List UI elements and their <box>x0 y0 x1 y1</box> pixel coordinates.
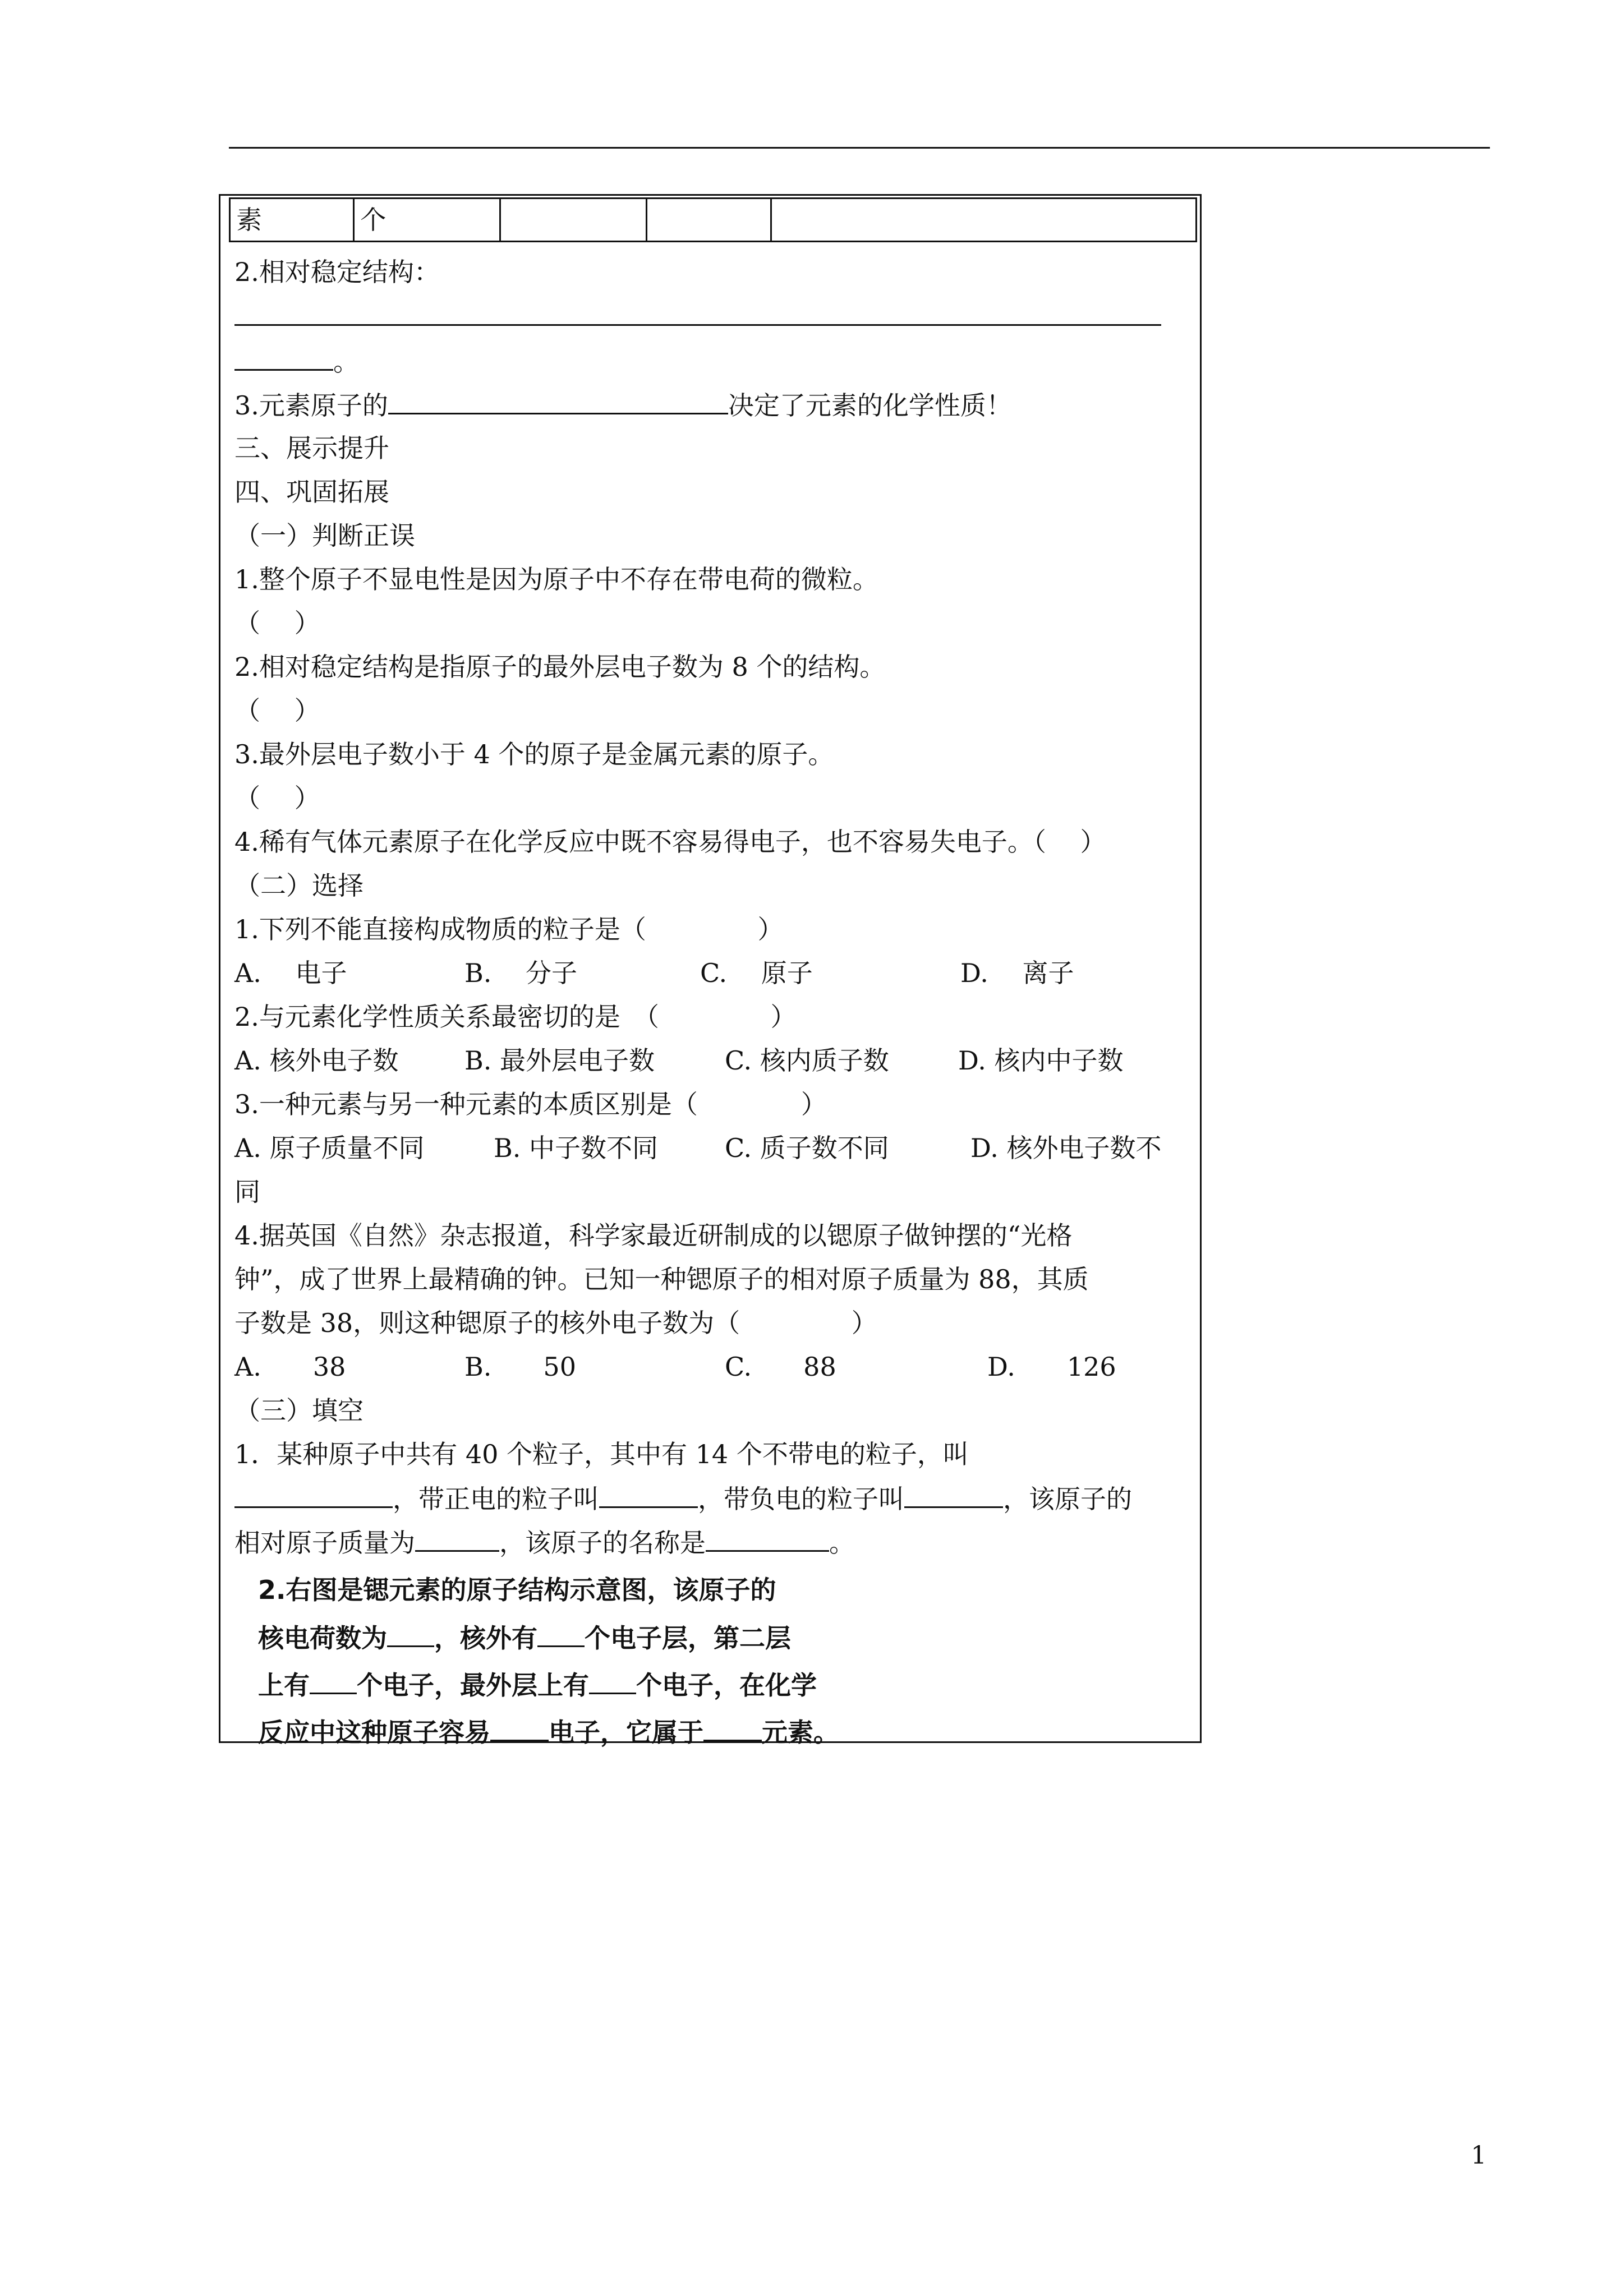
answer-blank <box>537 1615 585 1647</box>
choice-q4: 子数是 38，则这种锶原子的核外电子数为（ ） <box>234 1308 877 1338</box>
choice-option: A. 电子 <box>234 958 347 988</box>
choice-q3: 3.一种元素与另一种元素的本质区别是（ ） <box>234 1089 827 1119</box>
heading-3: 三、展示提升 <box>234 433 389 463</box>
answer-blank <box>589 1662 636 1694</box>
answer-blank <box>904 1476 1003 1508</box>
fill-text: 元素。 <box>762 1717 839 1748</box>
judge-item: 4.稀有气体元素原子在化学反应中既不容易得电子，也不容易失电子。（ ） <box>234 827 1106 857</box>
fill-q2 <box>258 1615 791 1659</box>
choice-option: B. 中子数不同 <box>494 1133 659 1163</box>
fill-text: ，带正电的粒子叫 <box>393 1484 599 1514</box>
answer-blank <box>388 382 728 414</box>
table-cell <box>647 199 771 241</box>
fill-text: 相对原子质量为 <box>234 1528 415 1558</box>
fill-title: （三）填空 <box>234 1395 364 1426</box>
q3-line <box>234 382 1012 426</box>
answer-blank <box>415 1520 499 1552</box>
q2-title: 2.相对稳定结构： <box>234 257 440 287</box>
answer-blank <box>234 339 333 371</box>
heading-4: 四、巩固拓展 <box>234 477 389 507</box>
fill-q1 <box>234 1476 1132 1520</box>
judge-item: 1.整个原子不显电性是因为原子中不存在带电荷的微粒。 <box>234 564 878 594</box>
answer-blank <box>706 1520 829 1552</box>
judge-item: 2.相对稳定结构是指原子的最外层电子数为 8 个的结构。 <box>234 652 886 682</box>
fill-text: 个电子，在化学 <box>636 1670 817 1700</box>
q3-prefix: 3.元素原子的 <box>234 390 388 421</box>
judge-paren: （ ） <box>234 695 320 726</box>
fill-text: 个电子，最外层上有 <box>357 1670 589 1700</box>
answer-line <box>234 324 1161 326</box>
q2-period: 。 <box>333 347 359 377</box>
fill-q1 <box>234 1520 855 1564</box>
choice-title: （二）选择 <box>234 870 364 901</box>
table-cell: 个 <box>355 199 501 241</box>
fill-text: ，带负电的粒子叫 <box>698 1484 904 1514</box>
fill-text: 个电子层，第二层 <box>585 1623 791 1653</box>
table-row <box>229 197 1197 242</box>
answer-blank <box>490 1709 549 1741</box>
judge-item: 3.最外层电子数小于 4 个的原子是金属元素的原子。 <box>234 739 834 769</box>
choice-option: D. 核内中子数 <box>958 1045 1124 1076</box>
choice-option: B. 分子 <box>464 958 578 988</box>
answer-blank <box>310 1662 357 1694</box>
choice-option: C. 原子 <box>700 958 813 988</box>
choice-option: D. 核外电子数不 <box>970 1133 1162 1163</box>
judge-title: （一）判断正误 <box>234 520 415 551</box>
fill-text: 反应中这种原子容易 <box>258 1717 490 1748</box>
table-cell <box>772 199 1195 241</box>
fill-text: 电子，它属于 <box>549 1717 703 1748</box>
choice-q4: 钟”，成了世界上最精确的钟。已知一种锶原子的相对原子质量为 88，其质 <box>234 1264 1089 1294</box>
choice-option: C. 核内质子数 <box>725 1045 889 1076</box>
fill-text: 核电荷数为 <box>258 1623 387 1653</box>
judge-paren: （ ） <box>234 783 320 813</box>
fill-text: ，该原子的 <box>1003 1484 1132 1514</box>
fill-text: 上有 <box>258 1670 310 1700</box>
choice-q4: 4.据英国《自然》杂志报道，科学家最近研制成的以锶原子做钟摆的“光格 <box>234 1220 1073 1251</box>
table-cell <box>501 199 647 241</box>
page-number: 1 <box>1471 2141 1487 2170</box>
table-cell: 素 <box>231 199 355 241</box>
fill-text: 。 <box>829 1528 855 1558</box>
q3-suffix: 决定了元素的化学性质！ <box>728 390 1012 421</box>
fill-q1: 1．某种原子中共有 40 个粒子，其中有 14 个不带电的粒子，叫 <box>234 1439 969 1469</box>
choice-option: A. 38 <box>234 1352 346 1382</box>
choice-q3-wrap: 同 <box>234 1177 260 1207</box>
answer-blank <box>599 1476 698 1508</box>
answer-blank <box>703 1709 762 1741</box>
choice-option: C. 质子数不同 <box>725 1133 889 1163</box>
q2-answer-end <box>234 339 359 382</box>
choice-option: B. 最外层电子数 <box>464 1045 655 1076</box>
header-rule <box>229 147 1490 149</box>
fill-q2 <box>258 1709 839 1753</box>
choice-option: A. 原子质量不同 <box>234 1133 425 1163</box>
fill-q2 <box>258 1662 817 1706</box>
choice-option: D. 离子 <box>960 958 1074 988</box>
fill-q2: 2.右图是锶元素的原子结构示意图，该原子的 <box>258 1575 776 1605</box>
fill-text: ，该原子的名称是 <box>499 1528 706 1558</box>
answer-blank <box>234 1476 393 1508</box>
answer-blank <box>387 1615 434 1647</box>
choice-option: D. 126 <box>987 1352 1116 1382</box>
choice-q1: 1.下列不能直接构成物质的粒子是（ ） <box>234 914 784 944</box>
choice-q2: 2.与元素化学性质关系最密切的是 （ ） <box>234 1002 797 1032</box>
choice-option: A. 核外电子数 <box>234 1045 399 1076</box>
choice-option: C. 88 <box>725 1352 836 1382</box>
fill-text: ，核外有 <box>434 1623 537 1653</box>
choice-option: B. 50 <box>464 1352 576 1382</box>
judge-paren: （ ） <box>234 608 320 638</box>
